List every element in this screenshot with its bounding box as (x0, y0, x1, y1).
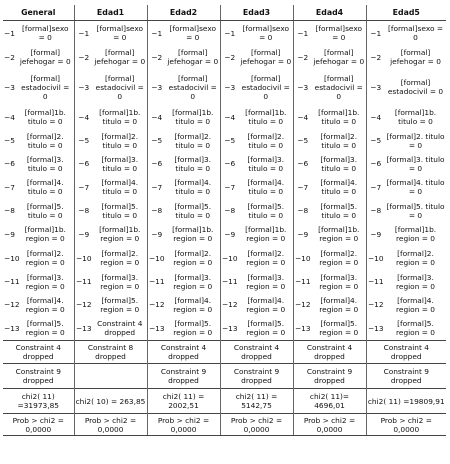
row-number: −3 (78, 82, 90, 92)
cell-text: [formal]4. titulo = 0 (239, 175, 293, 199)
cell-text: [formal]5. titulo = 0 (166, 199, 220, 222)
row-number: −7 (224, 182, 236, 192)
cell-text: [formal]5. region = 0 (396, 319, 435, 337)
cell-text: [formal]sexo = 0 (166, 21, 220, 46)
row-number: −9 (4, 229, 15, 239)
row-number: −10 (75, 253, 92, 263)
row-number: −11 (367, 277, 384, 286)
header-edad3: Edad3 (220, 5, 293, 21)
row-number: −8 (151, 206, 163, 215)
cell-text: [formal]2. region = 0 (396, 249, 435, 267)
row-number: −10 (294, 253, 311, 263)
table-row (3, 316, 446, 341)
row-number: −11 (294, 277, 311, 286)
general-cell (3, 45, 74, 69)
cell-text: [formal] jefehogar = 0 (19, 48, 71, 66)
general-cell (3, 69, 74, 105)
row-number: −10 (367, 253, 384, 263)
cell-text: [formal]3. region = 0 (396, 272, 435, 291)
cell-text: [formal] estadocivil = 0 (21, 73, 70, 101)
cell-text: [formal]3. titulo = 0 (386, 154, 445, 173)
cell-text: [formal]2. titulo = 0 (93, 129, 147, 152)
chi2-cell: chi2( 11) = 2002,51 (147, 389, 220, 414)
cell-text: [formal]2. region = 0 (312, 246, 366, 270)
row-number: −1 (151, 28, 163, 38)
constraint4-cell: Constraint 4 dropped (220, 341, 293, 364)
cell-text: [formal] jefehogar = 0 (166, 45, 220, 69)
row-number: −5 (78, 136, 90, 145)
table-row (3, 69, 446, 105)
row-number: −13 (294, 323, 311, 333)
row-number: −12 (75, 300, 92, 309)
general-cell (3, 293, 74, 316)
row-number: −12 (367, 300, 384, 309)
general-cell (3, 152, 74, 175)
row-number: −5 (224, 136, 236, 145)
row-number: −6 (78, 159, 90, 168)
constraint4-cell: Constraint 4 dropped (293, 341, 366, 364)
cell-text: [formal]1b. region = 0 (166, 222, 220, 246)
row-number: −12 (148, 300, 165, 309)
row-number: −8 (370, 206, 382, 215)
cell-text: [formal] jefehogar = 0 (239, 45, 293, 69)
row-number: −12 (221, 300, 238, 309)
row-number: −2 (370, 52, 382, 62)
table-row (3, 293, 446, 316)
prob-cell: Prob > chi2 = 0,0000 (366, 414, 446, 436)
constraint9-cell: Constraint 9 dropped (3, 364, 74, 389)
cell-text: [formal]2. region = 0 (25, 249, 65, 267)
cell-text: [formal]sexo = 0 (387, 24, 444, 42)
cell-text: [formal]2. titulo = 0 (166, 129, 220, 152)
row-number: −4 (4, 112, 15, 122)
cell-text: [formal] estadocivil = 0 (166, 69, 220, 105)
row-number: −4 (370, 112, 382, 122)
row-number: −7 (78, 182, 90, 192)
row-number: −10 (4, 253, 20, 263)
cell-text: [formal]4. region = 0 (166, 293, 220, 316)
cell-text: [formal]5. region = 0 (239, 316, 293, 341)
cell-text: [formal]5. titulo = 0 (239, 199, 293, 222)
cell-text: [formal] estadocivil = 0 (239, 69, 293, 105)
prob-cell: Prob > chi2 = 0,0000 (3, 414, 74, 436)
prob-cell: Prob > chi2 = 0,0000 (293, 414, 366, 436)
header-general: General (3, 5, 74, 21)
cell-text: [formal]4. region = 0 (25, 295, 65, 314)
row-number: −5 (370, 136, 382, 145)
row-number: −13 (367, 323, 384, 333)
table-row (3, 105, 446, 129)
row-number: −2 (151, 52, 163, 62)
header-edad1: Edad1 (74, 5, 147, 21)
cell-text: [formal]1b. titulo = 0 (239, 105, 293, 129)
row-number: −5 (4, 136, 15, 145)
cell-text: [formal]4. titulo = 0 (386, 178, 445, 196)
row-number: −11 (75, 277, 92, 286)
cell-text: [formal] estadocivil = 0 (387, 78, 444, 96)
cell-text: [formal]4. titulo = 0 (26, 178, 64, 196)
general-cell (3, 175, 74, 199)
cell-text: [formal]1b. region = 0 (24, 225, 66, 243)
cell-text: [formal]2. titulo = 0 (312, 129, 366, 152)
table-row (3, 45, 446, 69)
general-cell (3, 316, 74, 341)
constraint9-cell: Constraint 9 dropped (366, 364, 446, 389)
cell-text: [formal] jefehogar = 0 (312, 45, 366, 69)
cell-text: [formal]1b. region = 0 (93, 222, 147, 246)
row-number: −1 (4, 28, 15, 38)
prob-cell: Prob > chi2 = 0,0000 (74, 414, 147, 436)
cell-text: [formal]4. titulo = 0 (166, 175, 220, 199)
row-number: −2 (78, 52, 90, 62)
constraint4-cell: Constraint 8 dropped (74, 341, 147, 364)
cell-text: [formal]3. region = 0 (93, 270, 147, 293)
cell-text: [formal]2. titulo = 0 (239, 129, 293, 152)
row-number: −13 (221, 323, 238, 333)
row-number: −6 (4, 159, 15, 168)
row-number: −7 (4, 182, 15, 192)
row-number: −1 (370, 28, 382, 38)
cell-text: [formal]2. titulo = 0 (26, 131, 64, 150)
header-edad5: Edad5 (366, 5, 446, 21)
cell-text: [formal]5. region = 0 (312, 316, 366, 341)
row-number: −9 (78, 229, 90, 239)
cell-text: [formal]3. titulo = 0 (93, 152, 147, 175)
row-number: −1 (224, 28, 236, 38)
cell-text: [formal]1b. titulo = 0 (24, 108, 66, 126)
row-number: −4 (224, 112, 236, 122)
cell-text: [formal]1b. titulo = 0 (394, 108, 437, 126)
constraint4-cell: Constraint 4 dropped (366, 341, 446, 364)
cell-text: [formal]5. region = 0 (166, 316, 220, 341)
cell-text: [formal]3. titulo = 0 (26, 154, 64, 173)
row-number: −3 (4, 82, 15, 92)
cell-text: [formal]5. region = 0 (93, 293, 147, 316)
general-cell (3, 246, 74, 270)
table-row (3, 152, 446, 175)
cell-text: [formal]sexo = 0 (239, 21, 293, 46)
cell-text: [formal] jefehogar = 0 (93, 45, 147, 69)
row-number: −6 (224, 159, 236, 168)
general-cell (3, 105, 74, 129)
cell-text: [formal]1b. titulo = 0 (93, 105, 147, 129)
cell-text: [formal]2. region = 0 (166, 246, 220, 270)
row-number: −9 (224, 229, 236, 239)
row-number: −3 (151, 82, 163, 92)
row-number: −3 (224, 82, 236, 92)
table-row (3, 129, 446, 152)
cell-text: [formal]1b. region = 0 (239, 222, 293, 246)
cell-text: [formal]1b. titulo = 0 (166, 105, 220, 129)
row-number: −8 (78, 206, 90, 215)
table-row (3, 21, 446, 46)
row-number: −8 (4, 206, 15, 215)
row-number: −5 (297, 136, 309, 145)
cell-text: [formal]1b. region = 0 (312, 222, 366, 246)
row-number: −12 (294, 300, 311, 309)
cell-text: [formal]2. region = 0 (239, 246, 293, 270)
constraint4-cell: Constraint 4 dropped (147, 341, 220, 364)
cell-text: [formal]5. titulo = 0 (93, 199, 147, 222)
row-number: −7 (297, 182, 309, 192)
table-row (3, 270, 446, 293)
cell-text: [formal]5. titulo = 0 (386, 201, 445, 220)
table-row (3, 222, 446, 246)
cell-text: [formal] estadocivil = 0 (312, 69, 366, 105)
constraint4-cell: Constraint 4 dropped (3, 341, 74, 364)
row-number: −13 (4, 323, 20, 333)
cell-text: [formal]2. region = 0 (93, 246, 147, 270)
row-number: −2 (297, 52, 309, 62)
cell-text: [formal]sexo = 0 (21, 24, 69, 42)
cell-text: [formal]2. titulo = 0 (386, 131, 445, 150)
cell-text: [formal]5. titulo = 0 (26, 201, 64, 220)
general-cell (3, 222, 74, 246)
chi2-cell: chi2( 11) =19809,91 (366, 389, 446, 414)
row-number: −9 (297, 229, 309, 239)
table-row (3, 246, 446, 270)
constraint9-row (3, 364, 446, 389)
row-number: −13 (148, 323, 165, 333)
row-number: −1 (297, 28, 309, 38)
general-cell (3, 270, 74, 293)
constraint9-cell: Constraint 9 dropped (293, 364, 366, 389)
row-number: −7 (370, 182, 382, 192)
row-number: −4 (297, 112, 309, 122)
chi2-cell: chi2( 11) = 5142,75 (220, 389, 293, 414)
row-number: −12 (4, 300, 20, 309)
cell-text: [formal]3. region = 0 (312, 270, 366, 293)
cell-text: [formal]3. region = 0 (166, 270, 220, 293)
row-number: −6 (151, 159, 163, 168)
cell-text: [formal]1b. region = 0 (394, 225, 437, 243)
prob-cell: Prob > chi2 = 0,0000 (147, 414, 220, 436)
cell-text: [formal]5. titulo = 0 (312, 199, 366, 222)
row-number: −6 (370, 159, 382, 168)
cell-text: [formal] estadocivil = 0 (93, 69, 147, 105)
cell-text: [formal]4. titulo = 0 (312, 175, 366, 199)
row-number: −3 (370, 82, 382, 92)
row-number: −9 (370, 229, 382, 239)
cell-text: [formal]sexo = 0 (312, 21, 366, 46)
cell-text: [formal]4. region = 0 (312, 293, 366, 316)
constraint9-cell: Constraint 9 dropped (220, 364, 293, 389)
row-number: −13 (75, 323, 92, 333)
chi2-row (3, 389, 446, 414)
prob-row (3, 414, 446, 436)
cell-text: [formal]4. region = 0 (396, 295, 435, 314)
header-edad4: Edad4 (293, 5, 366, 21)
chi2-cell: chi2( 11) =31973,85 (3, 389, 74, 414)
row-number: −11 (148, 277, 165, 286)
row-number: −2 (4, 52, 15, 62)
row-number: −9 (151, 229, 163, 239)
header-row (3, 5, 446, 21)
general-cell (3, 21, 74, 46)
cell-text: [formal]4. region = 0 (239, 293, 293, 316)
general-cell (3, 129, 74, 152)
cell-text: Constraint 4 dropped (93, 316, 147, 341)
table-row (3, 199, 446, 222)
cell-text: [formal]5. region = 0 (25, 319, 65, 337)
cell-text: [formal] jefehogar = 0 (390, 48, 441, 66)
cell-text: [formal]3. titulo = 0 (166, 152, 220, 175)
chi2-cell: chi2( 11)= 4696,01 (293, 389, 366, 414)
row-number: −8 (224, 206, 236, 215)
row-number: −2 (224, 52, 236, 62)
general-cell (3, 199, 74, 222)
cell-text: [formal]sexo = 0 (93, 21, 147, 46)
table-row (3, 175, 446, 199)
chi2-cell: chi2( 10) = 263,85 (74, 389, 147, 414)
row-number: −5 (151, 136, 163, 145)
header-edad2: Edad2 (147, 5, 220, 21)
constraint9-cell (74, 364, 147, 389)
cell-text: [formal]3. titulo = 0 (312, 152, 366, 175)
row-number: −1 (78, 28, 90, 38)
row-number: −4 (151, 112, 163, 122)
constraint4-row (3, 341, 446, 364)
row-number: −4 (78, 112, 90, 122)
cell-text: [formal]3. titulo = 0 (239, 152, 293, 175)
row-number: −10 (148, 253, 165, 263)
row-number: −8 (297, 206, 309, 215)
constraint9-cell: Constraint 9 dropped (147, 364, 220, 389)
row-number: −6 (297, 159, 309, 168)
row-number: −11 (221, 277, 238, 286)
cell-text: [formal]1b. titulo = 0 (312, 105, 366, 129)
prob-cell: Prob > chi2 = 0,0000 (220, 414, 293, 436)
results-table (3, 5, 446, 436)
row-number: −11 (4, 277, 20, 286)
row-number: −10 (221, 253, 238, 263)
cell-text: [formal]4. titulo = 0 (93, 175, 147, 199)
row-number: −7 (151, 182, 163, 192)
cell-text: [formal]3. region = 0 (25, 272, 65, 291)
row-number: −3 (297, 82, 309, 92)
cell-text: [formal]3. region = 0 (239, 270, 293, 293)
